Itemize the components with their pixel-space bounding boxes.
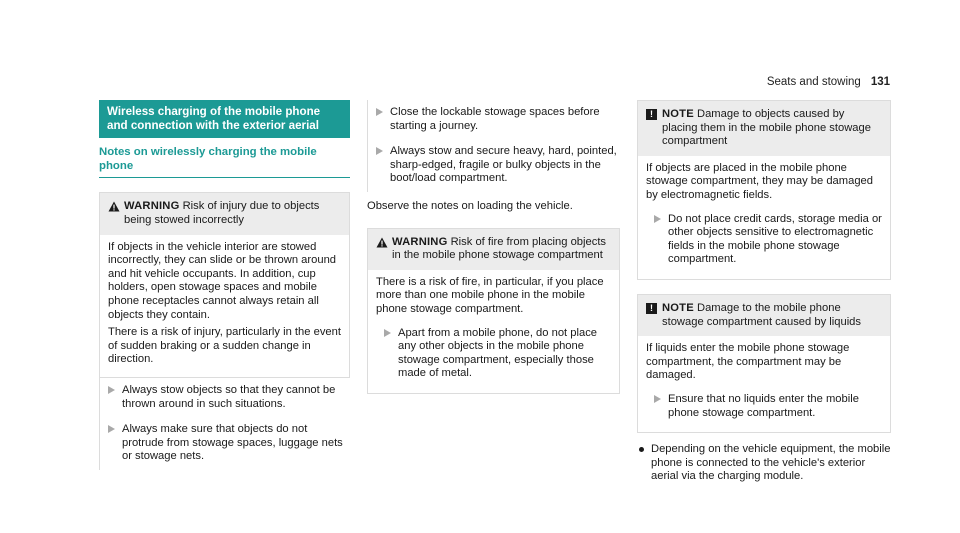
- warning-body: [100, 235, 349, 377]
- arrow-icon: [376, 327, 398, 381]
- instruction-step: [100, 378, 350, 417]
- warning-header: [100, 193, 349, 234]
- note-keyword: NOTE: [662, 301, 694, 314]
- bullet-text: Depending on the vehicle equipment, the mobile phone is connected to the vehicle's exterior aerial via the charging module.: [651, 443, 891, 483]
- step-text: Do not place credit cards, storage media or other objects sensitive to electromagnetic fields in the mobile phone stowage compartment.: [668, 212, 882, 266]
- step-text: Close the lockable stowage spaces before starting a journey.: [390, 106, 600, 132]
- exclamation-note-icon: !: [646, 108, 662, 149]
- instruction-step: [100, 417, 350, 470]
- arrow-icon: [368, 106, 390, 133]
- arrow-icon: [100, 384, 122, 411]
- step-text: Apart from a mobile phone, do not place any other objects in the mobile phone stowage compartment, especially those made of metal.: [398, 326, 598, 380]
- page-header: [767, 76, 890, 90]
- bullet-icon: [637, 443, 651, 484]
- warning-paragraph: If objects in the vehicle interior are stowed incorrectly, they can slide or be thrown around and hit vehicle occupants. In addition, cup holders, open stowage spaces and mobile phone receptacles cannot always retain all objects they contain.: [108, 240, 337, 321]
- note-body: [638, 156, 890, 279]
- arrow-icon: [368, 145, 390, 186]
- page-number: 131: [870, 76, 890, 88]
- note-title: Damage to the mobile phone stowage compartment caused by liquids: [662, 301, 861, 328]
- warning-title: Risk of injury due to objects being stowed incorrectly: [124, 200, 320, 226]
- note-keyword: NOTE: [662, 108, 694, 120]
- note-header: [638, 101, 890, 156]
- instruction-step: [368, 100, 620, 139]
- step-text: Always stow and secure heavy, hard, pointed, sharp-edged, fragile or bulky objects in the boot/load compartment.: [390, 145, 617, 185]
- step-text: Ensure that no liquids enter the mobile phone stowage compartment.: [668, 392, 859, 419]
- section-title: Seats and stowing: [766, 76, 861, 88]
- step-text: Always make sure that objects do not protrude from stowage spaces, luggage nets or stowage nets.: [122, 423, 343, 463]
- subsection-heading: Notes on wirelessly charging the mobile phone: [99, 146, 350, 178]
- instruction-step: [646, 207, 882, 273]
- column-left: [99, 100, 350, 470]
- column-right: [637, 100, 891, 484]
- warning-box-fire: [367, 228, 620, 394]
- note-paragraph: If objects are placed in the mobile phone stowage compartment, they may be damaged by electromagnetic fields.: [646, 161, 873, 201]
- column-middle: [367, 100, 620, 394]
- note-box-objects: [637, 100, 891, 280]
- step-list: [367, 100, 620, 192]
- arrow-icon: [646, 213, 668, 267]
- warning-paragraph: There is a risk of fire, in particular, if you place more than one mobile phone in the mobile phone stowage compartment.: [376, 275, 604, 315]
- exclamation-note-icon: !: [646, 302, 662, 329]
- section-banner: Wireless charging of the mobile phone and connection with the exterior aerial: [99, 100, 350, 138]
- warning-box-injury: [99, 192, 350, 378]
- note-header: [638, 295, 890, 336]
- observe-note: Observe the notes on loading the vehicle.: [367, 199, 573, 212]
- warning-keyword: WARNING: [124, 200, 180, 213]
- arrow-icon: [646, 393, 668, 420]
- note-box-liquids: [637, 294, 891, 433]
- warning-title: Risk of fire from placing objects in the mobile phone stowage compartment: [392, 235, 607, 262]
- warning-header: [368, 229, 619, 270]
- instruction-step: [368, 139, 620, 192]
- warning-keyword: WARNING: [392, 235, 448, 248]
- step-text: Always stow objects so that they cannot be thrown around in such situations.: [122, 383, 336, 410]
- note-title: Damage to objects caused by placing them in the mobile phone stowage compartment: [662, 108, 871, 148]
- note-body: [638, 336, 890, 432]
- warning-body: [368, 270, 619, 393]
- warning-triangle-icon: [376, 236, 392, 263]
- list-item: [637, 443, 891, 484]
- arrow-icon: [100, 423, 122, 464]
- instruction-step: [376, 321, 611, 387]
- warning-triangle-icon: [108, 200, 124, 227]
- warning-paragraph: There is a risk of injury, particularly in the event of sudden braking or a sudden change in direction.: [108, 326, 341, 366]
- note-paragraph: If liquids enter the mobile phone stowage compartment, the compartment may be damaged.: [646, 342, 850, 382]
- instruction-step: [646, 387, 882, 426]
- step-list: [99, 378, 350, 470]
